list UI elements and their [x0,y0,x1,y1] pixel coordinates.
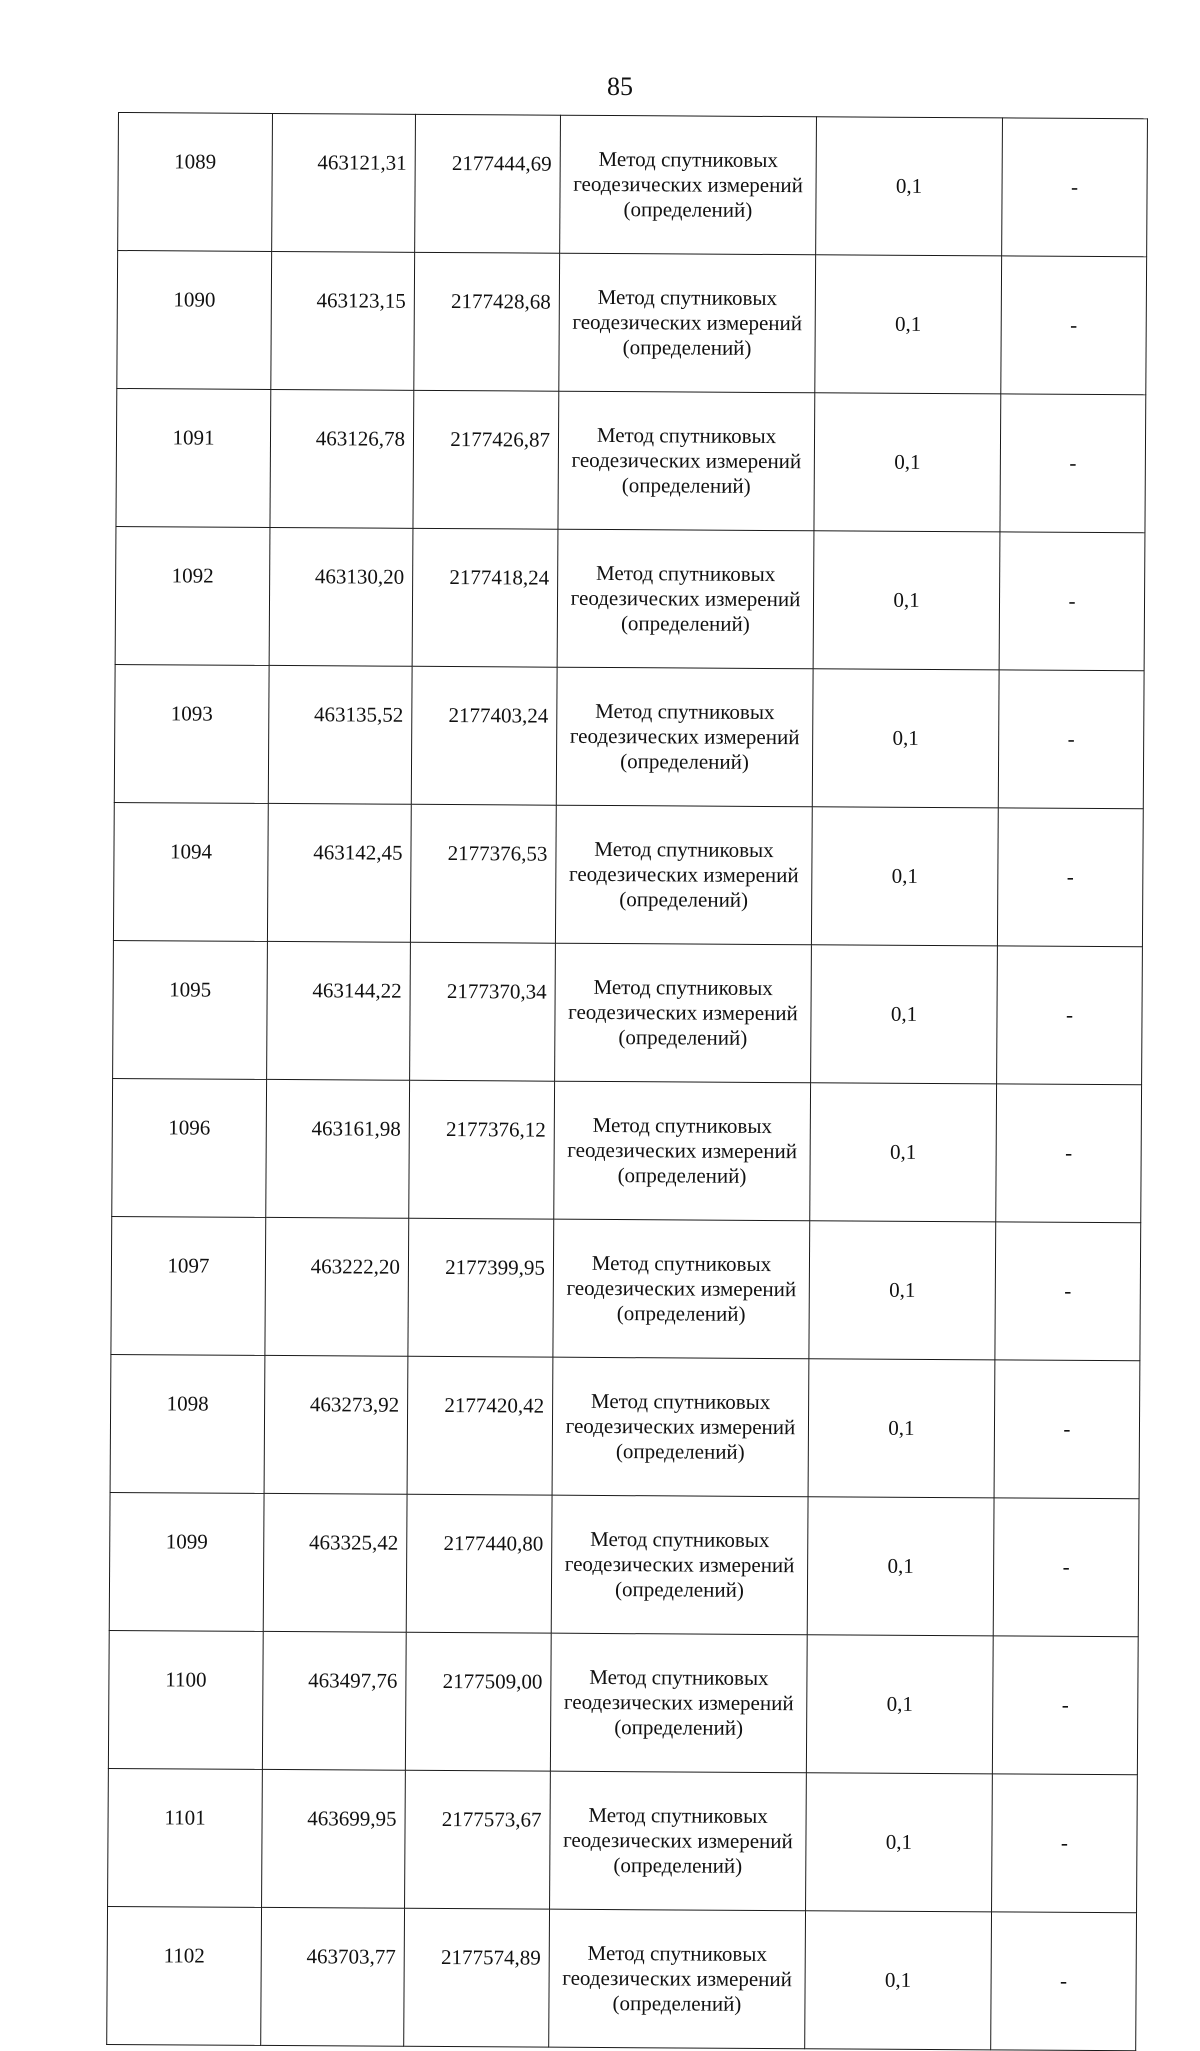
table-row [113,940,1143,1084]
point-number-cell: 1097 [111,1216,266,1355]
accuracy-cell: 0,1 [815,255,1002,394]
description-cell: - [992,1636,1138,1775]
accuracy-cell: 0,1 [812,669,999,808]
x-coordinate-cell: 463130,20 [269,527,413,666]
point-number-cell: 1091 [116,388,271,527]
point-number-cell: 1102 [107,1906,262,2045]
point-number-cell: 1092 [115,526,270,665]
accuracy-cell: 0,1 [805,1911,992,2050]
y-coordinate-cell: 2177420,42 [407,1356,553,1495]
method-line: Метод спутниковых [590,1526,770,1553]
accuracy-cell: 0,1 [808,1359,995,1498]
method-cell [555,943,812,1083]
description-cell: - [999,532,1145,671]
method-line: (определений) [616,1301,746,1326]
point-number-cell: 1093 [114,664,269,803]
method-cell [557,529,814,669]
method-line: геодезических измерений [570,585,801,612]
method-line: геодезических измерений [563,1689,794,1716]
accuracy-cell: 0,1 [807,1497,994,1636]
table-row [116,388,1146,532]
y-coordinate-cell: 2177376,12 [409,1080,555,1219]
method-line: геодезических измерений [568,999,798,1026]
y-coordinate-cell: 2177574,89 [404,1908,550,2047]
description-cell: - [992,1774,1138,1913]
x-coordinate-cell: 463161,98 [266,1079,410,1218]
y-coordinate-cell: 2177509,00 [405,1632,551,1771]
method-line: Метод спутниковых [597,284,778,311]
method-cell [550,1633,807,1773]
method-line: геодезических измерений [566,1275,797,1302]
method-line: геодезических измерений [569,723,800,750]
method-line: Метод спутниковых [595,698,775,725]
point-number-cell: 1101 [108,1768,263,1907]
table-row [109,1492,1139,1636]
x-coordinate-cell: 463497,76 [262,1631,406,1770]
method-line: Метод спутниковых [592,1112,773,1139]
description-cell: - [1002,118,1148,257]
accuracy-cell: 0,1 [806,1635,993,1774]
method-line: геодезических измерений [563,1827,793,1854]
method-line: Метод спутниковых [587,1940,767,1966]
method-line: (определений) [619,887,749,912]
x-coordinate-cell: 463121,31 [272,113,416,252]
method-line: Метод спутниковых [594,836,774,863]
method-line: (определений) [623,197,753,222]
point-number-cell: 1089 [118,113,273,252]
y-coordinate-cell: 2177440,80 [406,1494,552,1633]
method-line: (определений) [620,749,750,774]
x-coordinate-cell: 463703,77 [261,1907,405,2046]
method-cell [552,1357,809,1497]
method-line: геодезических измерений [562,1965,793,1992]
y-coordinate-cell: 2177428,68 [414,252,560,391]
method-line: геодезических измерений [572,309,803,336]
table-row [115,526,1145,670]
x-coordinate-cell: 463142,45 [267,803,411,942]
x-coordinate-cell: 463699,95 [262,1769,406,1908]
point-number-cell: 1096 [112,1078,267,1217]
method-cell [555,805,812,945]
accuracy-cell: 0,1 [810,1083,997,1222]
description-cell: - [993,1498,1139,1637]
accuracy-cell: 0,1 [811,945,998,1084]
y-coordinate-cell: 2177376,53 [410,804,556,943]
accuracy-cell: 0,1 [813,531,1000,670]
description-cell: - [996,1084,1142,1223]
y-coordinate-cell: 2177399,95 [408,1218,554,1357]
description-cell: - [995,1222,1141,1361]
point-number-cell: 1099 [109,1492,264,1631]
y-coordinate-cell: 2177418,24 [412,528,558,667]
accuracy-cell: 0,1 [806,1773,993,1912]
method-line: Метод спутниковых [589,1664,769,1691]
table-body [107,113,1148,2051]
x-coordinate-cell: 463273,92 [264,1355,408,1494]
method-line: геодезических измерений [567,1137,798,1164]
method-line: (определений) [615,1577,744,1602]
method-line: (определений) [620,611,750,636]
table-row [117,251,1147,395]
method-cell [551,1495,808,1635]
method-cell [559,253,816,393]
description-cell: - [997,808,1143,947]
accuracy-cell: 0,1 [814,393,1001,532]
table-row [112,1078,1142,1222]
x-coordinate-cell: 463126,78 [270,389,414,528]
table-row [107,1906,1137,2050]
y-coordinate-cell: 2177403,24 [411,666,557,805]
method-line: (определений) [614,1715,744,1740]
method-line: (определений) [622,335,752,360]
description-cell: - [994,1360,1140,1499]
point-number-cell: 1090 [117,251,272,390]
point-number-cell: 1094 [113,802,268,941]
method-line: геодезических измерений [564,1551,795,1578]
x-coordinate-cell: 463222,20 [265,1217,409,1356]
method-cell [554,1081,811,1221]
table-row [114,664,1144,808]
y-coordinate-cell: 2177573,67 [405,1770,551,1909]
method-line: Метод спутниковых [590,1388,771,1415]
method-line: (определений) [615,1439,745,1464]
accuracy-cell: 0,1 [816,117,1003,256]
method-cell [558,391,815,531]
description-cell: - [1000,394,1146,533]
method-line: Метод спутниковых [588,1802,768,1829]
method-line: геодезических измерений [568,861,799,888]
method-cell [553,1219,810,1359]
method-line: Метод спутниковых [593,974,773,1001]
point-number-cell: 1100 [108,1630,263,1769]
y-coordinate-cell: 2177370,34 [410,942,556,1081]
x-coordinate-cell: 463123,15 [271,251,415,390]
table-row [111,1216,1141,1360]
x-coordinate-cell: 463325,42 [263,1493,407,1632]
description-cell: - [991,1912,1137,2051]
method-line: Метод спутниковых [595,560,776,587]
method-line: Метод спутниковых [598,146,778,173]
method-line: геодезических измерений [571,447,802,474]
method-line: Метод спутниковых [591,1250,772,1277]
method-line: геодезических измерений [565,1413,796,1440]
coordinates-table [106,112,1148,2051]
table-row [110,1354,1140,1498]
point-number-cell: 1098 [110,1354,265,1493]
description-cell: - [1001,256,1147,395]
method-line: Метод спутниковых [596,422,777,449]
y-coordinate-cell: 2177426,87 [413,390,559,529]
accuracy-cell: 0,1 [811,807,998,946]
method-cell [549,1909,806,2049]
method-line: (определений) [621,473,751,498]
table-row [108,1630,1138,1774]
table-row [118,113,1148,257]
description-cell: - [997,946,1143,1085]
description-cell: - [998,670,1144,809]
method-line: геодезических измерений [573,171,803,198]
page-number: 85 [607,72,633,101]
point-number-cell: 1095 [113,940,268,1079]
accuracy-cell: 0,1 [809,1221,996,1360]
y-coordinate-cell: 2177444,69 [415,114,561,253]
method-line: (определений) [613,1853,743,1878]
table-row [108,1768,1138,1912]
method-line: (определений) [617,1163,747,1188]
x-coordinate-cell: 463135,52 [268,665,412,804]
x-coordinate-cell: 463144,22 [267,941,411,1080]
method-line: (определений) [618,1025,748,1050]
method-cell [556,667,813,807]
table-row [113,802,1143,946]
method-cell [550,1771,807,1911]
method-line: (определений) [612,1991,742,2016]
method-cell [560,115,817,255]
